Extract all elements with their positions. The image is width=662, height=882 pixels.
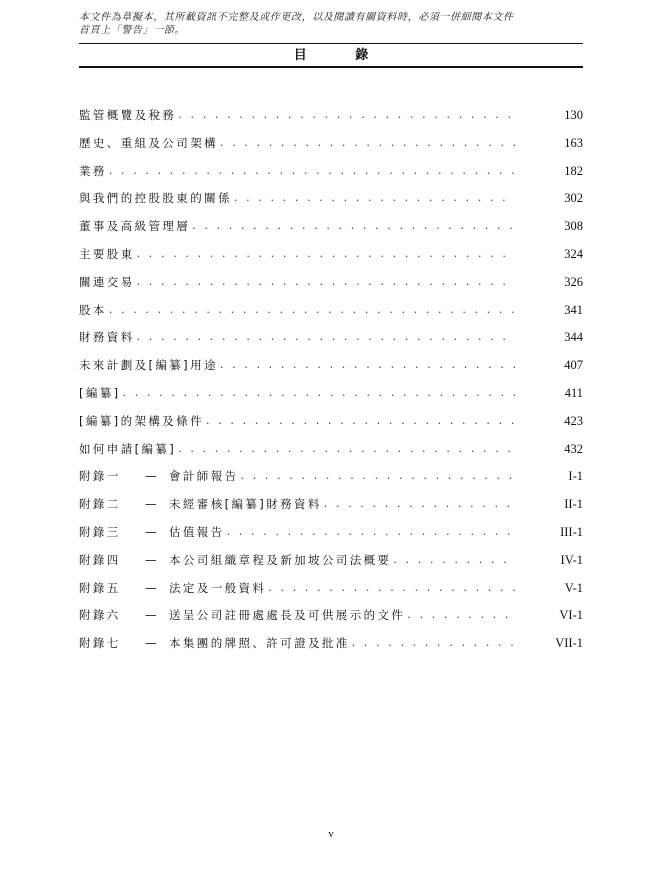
toc-entry[interactable] bbox=[79, 163, 583, 191]
toc-entry-label: 監管概覽及稅務 bbox=[79, 108, 177, 122]
page-number: v bbox=[328, 828, 334, 840]
toc-leader-dots bbox=[137, 246, 515, 262]
appendix-title: 本集團的牌照、許可證及批准 bbox=[169, 636, 350, 651]
page-title: 目 錄 bbox=[293, 48, 391, 63]
toc-entry-page: 411 bbox=[564, 385, 583, 400]
toc-appendix-label-group bbox=[79, 468, 239, 484]
toc-leader-dots bbox=[220, 135, 515, 151]
toc-entry[interactable] bbox=[79, 274, 583, 302]
appendix-title: 估值報告 bbox=[169, 524, 225, 539]
toc-entry-page: V-1 bbox=[564, 580, 583, 595]
toc-leader-dots bbox=[206, 413, 515, 429]
toc-leader-dots bbox=[324, 496, 515, 512]
toc-entry[interactable] bbox=[79, 357, 583, 385]
toc-entry-page: 407 bbox=[564, 358, 583, 373]
draft-warning-line-1: 本文件為草擬本，其所載資訊不完整及或作更改，以及閱讀有關資料時，必須一併細閱本文件 bbox=[79, 12, 514, 23]
header-bottom-rule bbox=[79, 66, 583, 68]
toc-leader-dots bbox=[109, 163, 515, 179]
toc-entry-page: 324 bbox=[564, 246, 583, 261]
toc-entry-label: 歷史、重組及公司架構 bbox=[79, 135, 218, 150]
toc-entry-page: VI-1 bbox=[559, 608, 583, 623]
toc-entry-page: 182 bbox=[564, 163, 583, 178]
toc-leader-dots bbox=[137, 329, 515, 345]
appendix-prefix: 附錄七 bbox=[79, 636, 121, 651]
appendix-dash: — bbox=[145, 552, 159, 567]
toc-entry-page: 326 bbox=[564, 274, 583, 289]
toc-appendix-label-group bbox=[79, 607, 405, 623]
toc-entry-page: 302 bbox=[564, 191, 583, 206]
toc-leader-dots bbox=[227, 524, 515, 540]
toc-entry[interactable] bbox=[79, 413, 583, 441]
toc-entry-page: 432 bbox=[564, 441, 583, 456]
toc-entry-label: 如何申請[編纂] bbox=[79, 441, 177, 456]
toc-appendix-label-group bbox=[79, 580, 266, 596]
toc-entry-page: II-1 bbox=[564, 497, 583, 512]
toc-entry[interactable] bbox=[79, 441, 583, 469]
toc-appendix-label-group bbox=[79, 496, 322, 512]
toc-entry-label: 董事及高級管理層 bbox=[79, 219, 191, 234]
appendix-title: 法定及一般資料 bbox=[169, 580, 267, 595]
appendix-title: 送呈公司註冊處處長及可供展示的文件 bbox=[169, 608, 406, 623]
toc-entry[interactable] bbox=[79, 190, 583, 218]
appendix-prefix: 附錄三 bbox=[79, 524, 121, 539]
toc-leader-dots bbox=[352, 635, 515, 651]
toc-appendix-label-group bbox=[79, 635, 350, 651]
toc-entry-page: IV-1 bbox=[560, 552, 583, 567]
toc-appendix-entry[interactable] bbox=[79, 468, 583, 496]
toc-entry-page: III-1 bbox=[560, 524, 583, 539]
toc-entry[interactable] bbox=[79, 329, 583, 357]
toc-entry-label: 財務資料 bbox=[79, 330, 135, 345]
toc-entry-page: 308 bbox=[564, 219, 583, 234]
appendix-prefix: 附錄四 bbox=[79, 552, 121, 567]
toc-entry-label: [編纂]的架構及條件 bbox=[79, 413, 204, 428]
toc-appendix-entry[interactable] bbox=[79, 552, 583, 580]
toc-entry-label: 主要股東 bbox=[79, 246, 135, 261]
toc-entry-page: 344 bbox=[564, 330, 583, 345]
toc-leader-dots bbox=[178, 107, 515, 123]
toc-appendix-label-group bbox=[79, 552, 391, 568]
toc-leader-dots bbox=[241, 468, 516, 484]
appendix-dash: — bbox=[145, 608, 159, 623]
toc-appendix-entry[interactable] bbox=[79, 524, 583, 552]
appendix-prefix: 附錄六 bbox=[79, 608, 121, 623]
toc-entry-label: 股本 bbox=[79, 302, 107, 317]
appendix-prefix: 附錄五 bbox=[79, 580, 121, 595]
toc-entry[interactable] bbox=[79, 385, 583, 413]
toc-leader-dots bbox=[393, 552, 515, 568]
appendix-dash: — bbox=[145, 580, 159, 595]
appendix-dash: — bbox=[145, 469, 159, 484]
toc-leader-dots bbox=[220, 357, 515, 373]
toc-entry-label: 業務 bbox=[79, 163, 107, 178]
toc-appendix-entry[interactable] bbox=[79, 635, 583, 663]
toc-appendix-entry[interactable] bbox=[79, 496, 583, 524]
toc-entry-page: VII-1 bbox=[555, 636, 583, 651]
appendix-dash: — bbox=[145, 524, 159, 539]
toc-leader-dots bbox=[123, 385, 515, 401]
toc-entry-label: 關連交易 bbox=[79, 274, 135, 289]
toc-leader-dots bbox=[109, 302, 515, 318]
toc-entry-page: 423 bbox=[564, 413, 583, 428]
appendix-dash: — bbox=[145, 497, 159, 512]
appendix-title: 本公司組織章程及新加坡公司法概要 bbox=[169, 552, 392, 567]
header-top-rule bbox=[79, 43, 583, 44]
toc-entry[interactable] bbox=[79, 302, 583, 330]
toc-leader-dots bbox=[137, 274, 515, 290]
toc-appendix-entry[interactable] bbox=[79, 607, 583, 635]
toc-entry-label: 未來計劃及[編纂]用途 bbox=[79, 358, 218, 373]
appendix-dash: — bbox=[145, 636, 159, 651]
toc-entry[interactable] bbox=[79, 107, 583, 135]
toc-appendix-label-group bbox=[79, 524, 225, 540]
appendix-prefix: 附錄一 bbox=[79, 469, 121, 484]
appendix-title: 會計師報告 bbox=[169, 469, 239, 484]
appendix-title: 未經審核[編纂]財務資料 bbox=[169, 497, 322, 512]
draft-warning-line-2: 首頁上「警告」一節。 bbox=[79, 25, 185, 36]
toc-entry-page: 130 bbox=[564, 108, 583, 122]
toc-entry-page: 341 bbox=[564, 302, 583, 317]
table-of-contents bbox=[79, 107, 583, 663]
draft-warning bbox=[79, 11, 589, 37]
toc-entry-label: 與我們的控股股東的關係 bbox=[79, 191, 232, 206]
appendix-prefix: 附錄二 bbox=[79, 497, 121, 512]
toc-entry-page: I-1 bbox=[568, 469, 583, 484]
toc-entry[interactable] bbox=[79, 218, 583, 246]
toc-leader-dots bbox=[178, 441, 515, 457]
toc-appendix-entry[interactable] bbox=[79, 580, 583, 608]
toc-entry[interactable] bbox=[79, 135, 583, 163]
toc-leader-dots bbox=[192, 218, 515, 234]
toc-entry-page: 163 bbox=[564, 135, 583, 150]
toc-entry[interactable] bbox=[79, 246, 583, 274]
toc-leader-dots bbox=[407, 607, 515, 623]
toc-leader-dots bbox=[234, 190, 515, 206]
toc-leader-dots bbox=[268, 580, 515, 596]
toc-entry-label: [編纂] bbox=[79, 385, 121, 400]
